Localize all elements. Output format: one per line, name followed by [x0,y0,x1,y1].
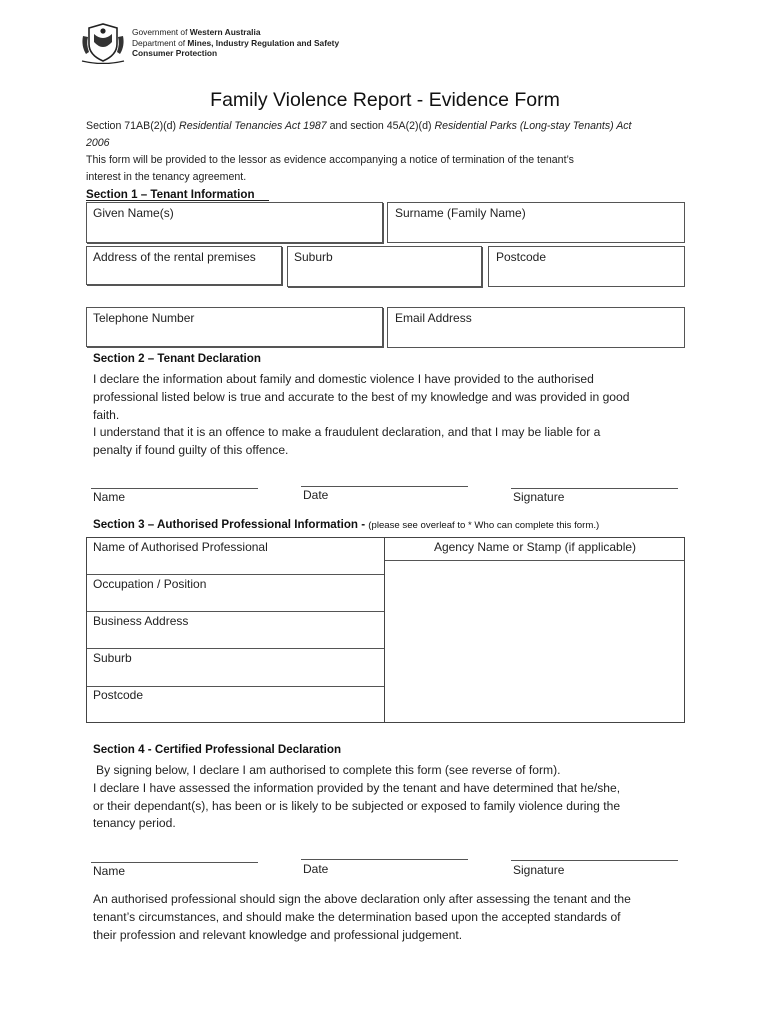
tenant-signature-line[interactable] [511,488,678,489]
agency-stamp-label: Agency Name or Stamp (if applicable) [433,540,637,554]
professional-date-line[interactable] [301,859,468,860]
telephone-field[interactable] [86,307,383,347]
divider [385,560,684,561]
tenant-date-line[interactable] [301,486,468,487]
professional-postcode-field[interactable] [86,686,385,723]
form-purpose: This form will be provided to the lessor as evidence accompanying a notice of termination of the tenant’s interest in the tenancy agreement. [86,154,574,183]
rental-address-field[interactable] [86,246,282,285]
legislation-reference: Section 71AB(2)(d) Residential Tenancies Act 1987 and section 45A(2)(d) Residential Parks (Long-stay Tenants) Act 2006 [86,120,632,149]
rental-address-label: Address of the rental premises [93,250,256,264]
section2-heading: Section 2 – Tenant Declaration [93,352,261,365]
footer-note: An authorised professional should sign the above declaration only after assessing the tenant and the tenant’s circumstances, and should make the determination based upon the accepted standards of their profession and relevant knowledge and professional judgement. [93,892,631,942]
tenant-signature-label: Signature [513,490,565,504]
professional-signature-label: Signature [513,863,565,877]
tenant-date-label: Date [303,488,329,502]
given-names-field[interactable] [86,202,383,243]
professional-declaration-text: By signing below, I declare I am authorised to complete this form (see reverse of form). I declare I have assessed the information provided by the tenant and have determined that he/she, or their dependant(s), has been or is likely to be subjected or exposed to family violence during the tenancy period. [93,763,621,831]
business-address-label: Business Address [93,614,189,628]
telephone-label: Telephone Number [93,311,195,325]
business-address-field[interactable] [86,611,385,647]
tenant-suburb-label: Suburb [294,250,333,264]
given-names-label: Given Name(s) [93,206,174,220]
occupation-label: Occupation / Position [93,577,207,591]
tenant-suburb-field[interactable] [287,246,482,287]
section3-heading: Section 3 – Authorised Professional Information - (please see overleaf to * Who can complete this form.) [93,518,600,531]
professional-name-label: Name of Authorised Professional [93,540,268,554]
tenant-postcode-field[interactable] [488,246,685,287]
email-label: Email Address [395,311,472,325]
tenant-name-line[interactable] [91,488,258,489]
professional-name-field[interactable] [86,537,385,573]
professional-suburb-label: Suburb [93,651,132,665]
section3-note: (please see overleaf to * Who can complete this form.) [368,520,600,531]
agency-header: Government of Western Australia Department of Mines, Industry Regulation and Safety Consumer Protection [132,27,340,58]
section1-heading-underline [86,200,269,201]
occupation-field[interactable] [86,574,385,610]
professional-name-line[interactable] [91,862,258,863]
professional-suburb-field[interactable] [86,648,385,685]
email-field[interactable] [387,307,685,348]
form-title: Family Violence Report - Evidence Form [210,89,560,111]
surname-field[interactable] [387,202,685,243]
tenant-declaration-text: I declare the information about family and domestic violence I have provided to the authorised professional listed below is true and accurate to the best of my knowledge and was provided in good faith. I understand that it is an offence to make a fraudulent declaration, and that I may be liable for a penalty if found guilty of this offence. [93,372,630,458]
section4-heading: Section 4 - Certified Professional Declaration [93,743,342,756]
professional-postcode-label: Postcode [93,688,144,702]
surname-label: Surname (Family Name) [395,206,526,220]
agency-stamp-field[interactable] [385,537,685,723]
professional-signature-line[interactable] [511,860,678,861]
professional-name-label: Name [93,864,126,878]
section1-heading: Section 1 – Tenant Information [86,188,255,201]
tenant-name-label: Name [93,490,126,504]
tenant-postcode-label: Postcode [496,250,547,264]
wa-crest-logo [80,22,126,64]
professional-date-label: Date [303,862,329,876]
